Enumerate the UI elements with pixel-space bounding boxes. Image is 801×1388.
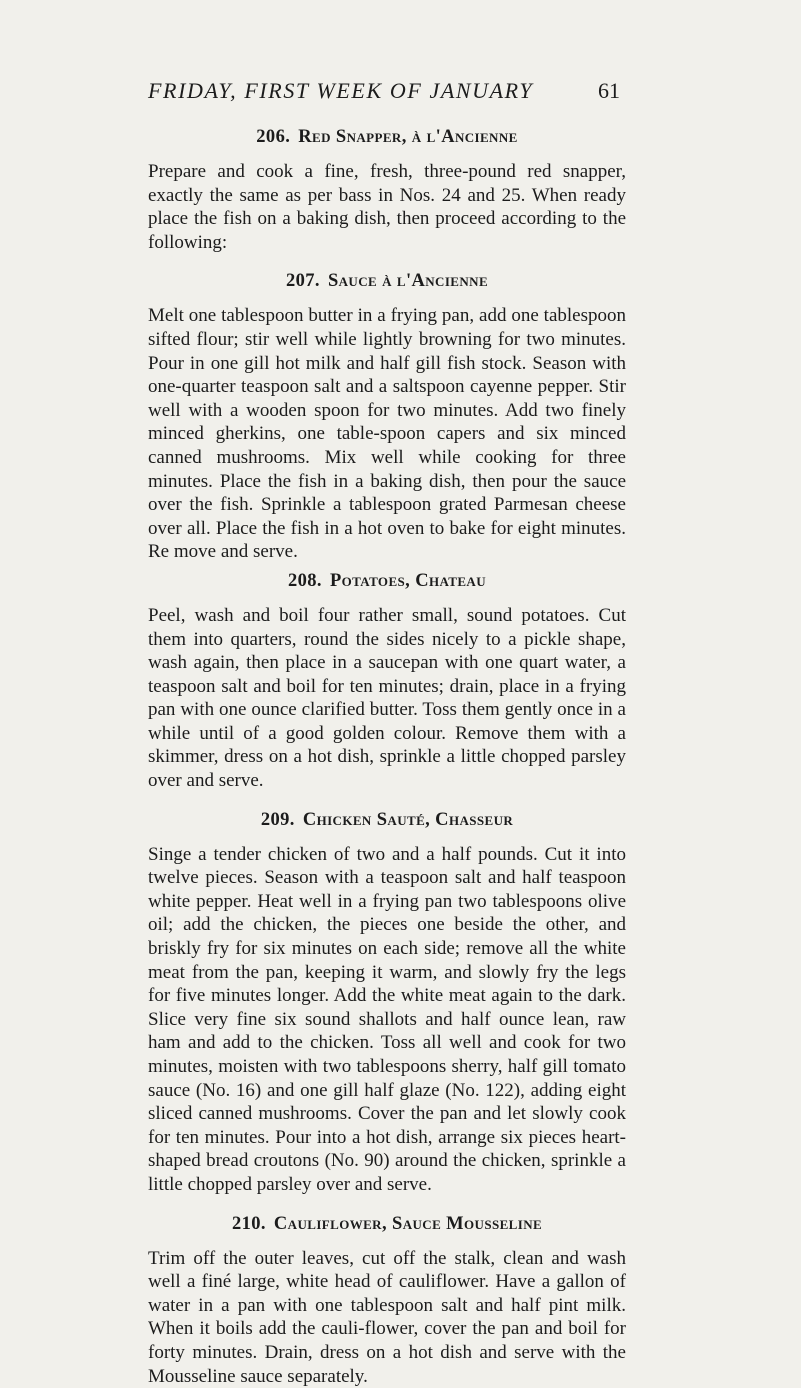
recipe-207 [148,268,626,564]
running-title: FRIDAY, FIRST WEEK OF JANUARY [148,78,534,103]
recipe-body: Trim off the outer leaves, cut off the stalk, clean and wash well a finé large, white head of cauliflower. Have a gallon of water in a pan with one tablespoon salt and half pint milk. When it boils add the cauli-flower, cover the pan and boil for forty minutes. Drain, dress on a hot dish and serve with the Mousseline sauce separately. [148,1247,626,1387]
recipe-title: Potatoes, Chateau [329,570,487,591]
recipe-number: 209. [260,809,295,830]
recipe-209 [148,807,626,1197]
recipe-number: 208. [287,570,322,591]
recipe-210 [148,1211,626,1388]
recipe-206 [148,124,626,254]
running-header [0,78,801,108]
recipe-body: Singe a tender chicken of two and a half pounds. Cut it into twelve pieces. Season with a teaspoon salt and half teaspoon white pepper. Heat well in a frying pan two tablespoons olive oil; add the chicken, the pieces one beside the other, and briskly fry for six minutes on each side; remove all the white meat from the pan, keeping it warm, and slowly fry the legs for five minutes longer. Add the white meat again to the dark. Slice very fine six sound shallots and half ounce lean, raw ham and add to the chicken. Toss all well and cook for two minutes, moisten with two tablespoons sherry, half gill tomato sauce (No. 16) and one gill half glaze (No. 122), adding eight sliced canned mushrooms. Cover the pan and let slowly cook for ten minutes. Pour into a hot dish, arrange six pieces heart-shaped bread croutons (No. 90) around the chicken, sprinkle a little chopped parsley over and serve. [148,843,626,1195]
recipe-body: Prepare and cook a fine, fresh, three-pound red snapper, exactly the same as per bass in Nos. 24 and 25. When ready place the fish on a baking dish, then proceed according to the following: [148,161,626,253]
recipe-heading [148,568,626,594]
recipe-number: 207. [285,271,320,292]
recipe-heading [148,124,626,150]
recipe-title: Cauliflower, Sauce Mousseline [273,1213,543,1234]
recipe-heading [148,807,626,833]
recipe-number: 206. [256,127,291,147]
recipe-title: Red Snapper, à l'Ancienne [298,127,518,147]
page-content [148,124,626,1388]
recipe-number: 210. [231,1213,266,1234]
recipe-body: Peel, wash and boil four rather small, sound potatoes. Cut them into quarters, round the sides nicely to a pickle shape, wash again, then place in a saucepan with one quart water, a teaspoon salt and boil for ten minutes; drain, place in a frying pan with one ounce clarified butter. Toss them gently once in a while until of a good golden colour. Remove them with a skimmer, dress on a hot dish, sprinkle a little chopped parsley over and serve. [148,604,626,792]
recipe-heading [148,268,626,294]
page-number: 61 [598,78,620,103]
recipe-body: Melt one tablespoon butter in a frying pan, add one tablespoon sifted flour; stir well while lightly browning for two minutes. Pour in one gill hot milk and half gill fish stock. Season with one-quarter teaspoon salt and a saltspoon cayenne pepper. Stir well with a wooden spoon for two minutes. Add two finely minced gherkins, one table-spoon capers and six minced canned mushrooms. Mix well while cooking for three minutes. Place the fish in a baking dish, then pour the sauce over the fish. Sprinkle a tablespoon grated Parmesan cheese over all. Place the fish in a hot oven to bake for eight minutes. Re move and serve. [148,305,626,563]
recipe-208 [148,568,626,793]
recipe-title: Chicken Sauté, Chasseur [302,809,514,830]
recipe-title: Sauce à l'Ancienne [327,271,489,292]
